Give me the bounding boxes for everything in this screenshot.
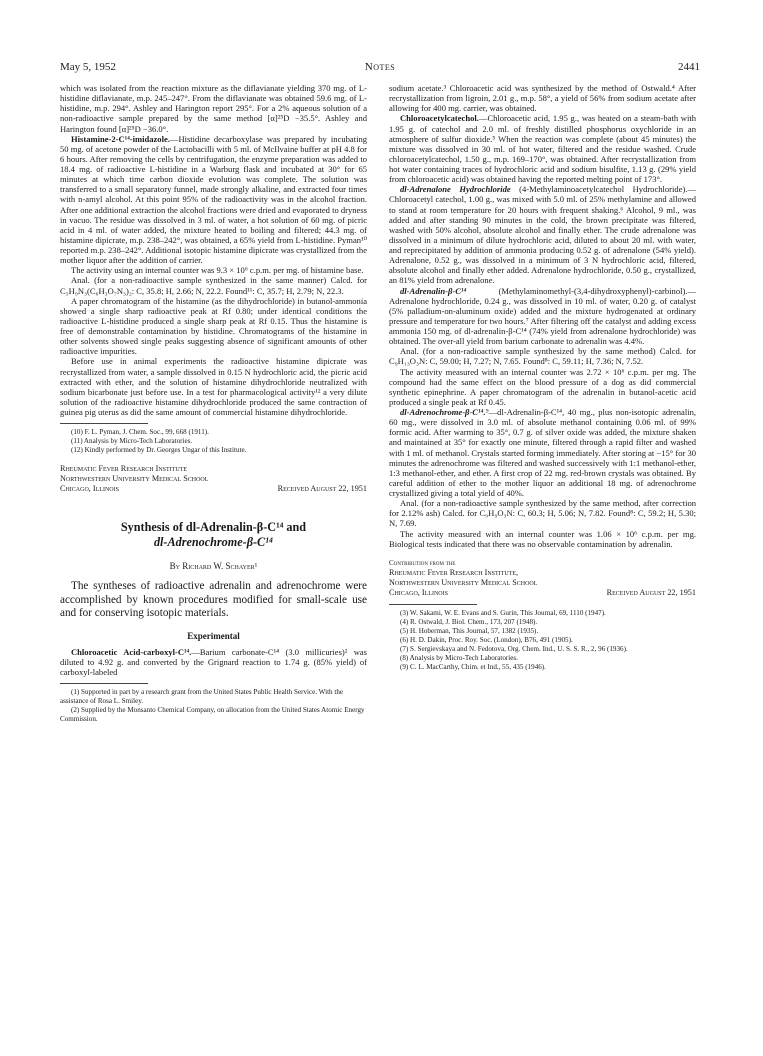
title-line: dl-Adrenochrome-β-C¹⁴ bbox=[153, 535, 274, 550]
footnote: (8) Analysis by Micro-Tech Laboratories. bbox=[400, 653, 518, 662]
run-in-heading: Chloroacetic Acid-carboxyl-C¹⁴. bbox=[71, 646, 192, 657]
affiliation-line: Contribution from the bbox=[389, 558, 456, 567]
run-in-heading: dl-Adrenalin-β-C¹⁴ bbox=[400, 285, 467, 296]
paragraph: The activity measured with an internal counter was 2.72 × 10⁶ c.p.m. per mg. The compound had the same effect on the blood pressure of a dog as did commercial synthetic epinephrine. A paper chromatogram of the adrenalin in butanol-acetic acid produced a single peak at Rf 0.45. bbox=[389, 366, 696, 407]
footnote: (7) S. Sergievskaya and N. Fedotova, Org. Chem. Ind., U. S. S. R., 2, 96 (1936). bbox=[400, 644, 628, 653]
paragraph-text: —Histidine decarboxylase was prepared by incubating 50 mg. of acetone powder of the Lactobacilli with 5 ml. of McIlvaine buffer at pH 4.8 for 6 hours. After removing the cells by centrifugation, the enzyme preparation was added to 18.4 mg. of radioactive L-histidine in a Warburg flask and incubated at 30° for 65 minutes at which time carbon dioxide evolution was complete. The solution was transferred to a small separatory funnel, made strongly alkaline, and extracted four times with n-amyl alcohol. At this point 95% of the radioactivity was in the alcohol fraction. After one additional extraction the alcohol fractions were dried and evaporated to dryness in vacuo. The residue was dissolved in 3 ml. of water, a hot solution of 60 mg. of picric acid in 4 ml. of water added, the mixture heated to boiling and filtered; 44.3 mg. of histamine dipicrate, m.p. 238–242°, was obtained, a 65% yield from L-histidine. Pyman¹⁰ reported m.p. 238–242°. Additional isotopic histamine dipicrate was crystallized from the mother liquor after the addition of carrier. bbox=[60, 133, 367, 266]
paragraph bbox=[389, 286, 696, 347]
run-in-heading: Chloroacetylcatechol. bbox=[400, 113, 479, 124]
paragraph: Anal. (for a non-radioactive sample synthesized by the same method, after correction for 2.12% ash) Calcd. for C₉H₉O₃N: C, 60.3; H, 5.06; N, 7.82. Found⁸: C, 59.2; H, 5.30; N, 7.69. bbox=[389, 498, 696, 529]
footnote: (6) H. D. Dakin, Proc. Roy. Soc. (London), B76, 491 (1905). bbox=[400, 635, 573, 644]
affiliation-line: Rheumatic Fever Research Institute bbox=[60, 464, 188, 474]
affiliation-city: Chicago, Illinois bbox=[60, 484, 119, 494]
footnote-rule bbox=[60, 683, 148, 684]
header-page-number: 2441 bbox=[678, 61, 700, 73]
run-in-heading: dl-Adrenochrome-β-C¹⁴. bbox=[400, 407, 486, 417]
paragraph bbox=[389, 407, 696, 498]
running-header bbox=[60, 61, 700, 75]
paragraph: which was isolated from the reaction mixture as the diflavianate yielding 370 mg. of L-histidine diflavianate, m.p. 245–247°. From the diflavianate was obtained 59.6 mg. of L-histidine, m.p. 294°. Ashley and Harington report 295°. For a 2% aqueous solution of a non-radioactive sample prepared by the same method [α]²⁵D −35.5°. Ashley and Harington found [α]²⁵D −36.0°. bbox=[60, 83, 367, 134]
author-byline: By Richard W. Schayer¹ bbox=[169, 561, 258, 572]
paragraph-text: (Methylaminomethyl-(3,4-dihydroxyphenyl)-carbinol).—Adrenalone hydrochloride, 0.24 g., was dissolved in 10 ml. of water, 0.20 g. of catalyst (5% palladium-on-aluminum oxide) added and the mixture hydrogenated at ordinary pressure and temperature for two hours.⁷ After filtering off the catalyst and adding excess ammonia 150 mg. of dl-adrenalin-β-C¹⁴ (74% yield from adrenalone hydrochloride) was obtained. The over-all yield from barium carbonate to adrenalin was 4.4%. bbox=[389, 285, 696, 347]
footnote: (10) F. L. Pyman, J. Chem. Soc., 99, 668 (1911). bbox=[71, 428, 209, 437]
paragraph-text: ⁹—dl-Adrenalin-β-C¹⁴, 40 mg., plus non-isotopic adrenalin, 60 mg., were dissolved in 3.0 ml. of absolute methanol containing 0.06 ml. of 99% formic acid. After warming to 35°, 0.7 g. of silver oxide was added, the mixture shaken and maintained at 35° for exactly one minute, filtered through a rapid filter and washed with 1 ml. of methanol. Crystals started forming immediately. After storing at −15° for 30 minutes the adrenochrome was filtered and washed successively with 1:1 methanol-ether, 1:3 methanol-ether, and ether. A first crop of 22 mg. red-brown crystals was obtained. By careful addition of ether to the mother liquor an additional 18 mg. of adrenochrome crystallized giving a total yield of 40%. bbox=[389, 407, 697, 498]
footnote-rule bbox=[389, 604, 477, 605]
footnote: (2) Supplied by the Monsanto Chemical Company, on allocation from the United States Atomic Energy Commission. bbox=[60, 705, 365, 723]
right-column bbox=[389, 83, 696, 672]
paragraph-text: —Chloroacetic acid, 1.95 g., was heated on a steam-bath with 1.95 g. of catechol and 2.0 ml. of freshly distilled phosphorus oxychloride in an atmosphere of sulfur dioxide.⁵ When the reaction was complete (about 45 minutes) the mixture was dissolved in 30 ml. of hot water, filtered and the residue washed. Crude chloroacetylcatechol, 1.50 g., m.p. 169–170°, was obtained. After recrystallization from hot water containing traces of hydrochloric acid and sodium bisulfite, 1.13 g. (29% yield from chloroacetic acid) was obtained having the reported melting point of 173°. bbox=[389, 113, 696, 185]
paragraph: Before use in animal experiments the radioactive histamine dipicrate was recrystallized from water, a sample dissolved in 0.15 N hydrochloric acid, the picric acid extracted with ether, and the solution of histamine dihydrochloride neutralized with sodium bicarbonate just before use. In a test for pharmacological activity¹² a very dilute solution of the radioactive histamine dihydrochloride produced the same contraction of guinea pig uterus as did the same amount of commercial histamine dihydrochloride. bbox=[60, 356, 367, 417]
paragraph bbox=[60, 134, 367, 266]
header-section: Notes bbox=[364, 61, 396, 73]
footnote: (5) H. Hoberman, This Journal, 57, 1382 (1935). bbox=[400, 626, 539, 635]
received-date: Received August 22, 1951 bbox=[606, 587, 696, 597]
paragraph-text: (4-Methylaminoacetylcatechol Hydrochloride).—Chloroacetyl catechol, 1.00 g., was mixed with 5.0 ml. of 25% methylamine and allowed to stand at room temperature for 20 hours with frequent shaking.⁶ Alcohol, 9 ml., was added and after standing 90 minutes in the cold, the brown precipitate was filtered, washed with 50% alcohol, absolute alcohol and finally ether. The crude adrenalone was dissolved in a minimum of dilute hydrochloric acid, diluted to about 20 ml. with water, and reprecipitated by addition of ammonia producing 0.52 g. of adrenalone (54% yield). Adrenalone, 0.52 g., was dissolved in a minimum of 3 N hydrochloric acid, filtered, absolute alcohol and finally ether added. Adrenalone hydrochloride, 0.50 g., crystallized, an 81% yield from adrenalone. bbox=[389, 184, 696, 286]
paragraph-text: —Barium carbonate-C¹⁴ (3.0 millicuries)² was diluted to 4.92 g. and converted by the Grignard reaction to 1.74 g. (85% yield) of carboxyl-labeled bbox=[60, 646, 367, 677]
article-title bbox=[60, 520, 367, 550]
footnote: (1) Supported in part by a research grant from the United States Public Health Service. With the assistance of Rosa L. Smiley. bbox=[60, 687, 344, 705]
footnote: (3) W. Sakami, W. E. Evans and S. Gurin, This Journal, 69, 1110 (1947). bbox=[400, 608, 606, 617]
paragraph: The activity using an internal counter was 9.3 × 10⁶ c.p.m. per mg. of histamine base. bbox=[71, 265, 364, 276]
footnote: (4) R. Ostwald, J. Biol. Chem., 173, 207 (1948). bbox=[400, 617, 538, 626]
affiliation-city: Chicago, Illinois bbox=[389, 587, 448, 597]
paragraph bbox=[60, 647, 367, 677]
abstract: The syntheses of radioactive adrenalin and adrenochrome were accomplished by known procedures modified for small-scale use and for conserving isotopic materials. bbox=[60, 580, 367, 620]
affiliation-block bbox=[60, 464, 367, 494]
footnote: (11) Analysis by Micro-Tech Laboratories. bbox=[71, 437, 193, 446]
left-column bbox=[60, 83, 367, 724]
received-date: Received August 22, 1951 bbox=[277, 484, 367, 494]
affiliation-line: Rheumatic Fever Research Institute, bbox=[389, 567, 519, 577]
paragraph bbox=[389, 113, 696, 184]
title-line: Synthesis of dl-Adrenalin-β-C¹⁴ and bbox=[120, 520, 307, 535]
header-date: May 5, 1952 bbox=[60, 61, 116, 73]
paragraph: Anal. (for a non-radioactive sample synthesized in the same manner) Calcd. for C₅H₉N₃(C₆H₃O₇N₃)₂: C, 35.8; H, 2.66; N, 22.2. Found¹¹: C, 35.7; H, 2.79; N, 22.3. bbox=[60, 275, 367, 296]
footnote-rule bbox=[60, 423, 148, 424]
affiliation-line: Northwestern University Medical School bbox=[389, 577, 538, 587]
run-in-heading: Histamine-2-C¹⁴-imidazole. bbox=[71, 133, 170, 144]
paragraph bbox=[389, 184, 696, 285]
run-in-heading: dl-Adrenalone Hydrochloride bbox=[400, 184, 511, 195]
paragraph: The activity measured with an internal counter was 1.06 × 10⁶ c.p.m. per mg. Biological tests indicated that there was no observable contamination by adrenalin. bbox=[389, 528, 696, 549]
paragraph: sodium acetate.³ Chloroacetic acid was synthesized by the method of Ostwald.⁴ After recrystallization from ligroin, 2.01 g., m.p. 58°, a yield of 56% from sodium acetate after allowing for 400 mg. carrier, was obtained. bbox=[389, 83, 696, 114]
paragraph: Anal. (for a non-radioactive sample synthesized by the same method) Calcd. for C₉H₁₃O₃N: C, 59.00; H, 7.27; N, 7.65. Found⁸: C, 59.11; H, 7.36; N, 7.52. bbox=[389, 346, 696, 367]
footnote: (9) C. L. MacCarthy, Chim. et Ind., 55, 435 (1946). bbox=[400, 662, 546, 671]
footnote: (12) Kindly performed by Dr. Georges Ungar of this Institute. bbox=[71, 446, 247, 455]
affiliation-block bbox=[389, 558, 696, 598]
section-heading: Experimental bbox=[187, 631, 240, 642]
paragraph: A paper chromatogram of the histamine (as the dihydrochloride) in butanol-ammonia showed a single sharp radioactive peak at Rf 0.80; under identical conditions the radioactive L-histidine produced a single sharp peak at Rf 0.15. Thus the histamine is free of demonstrable contamination by histidine. Chromatograms of the histamine in other solvents showed single peaks suggesting absence of significant amounts of other radioactive impurities. bbox=[60, 295, 367, 357]
affiliation-line: Northwestern University Medical School bbox=[60, 474, 209, 484]
